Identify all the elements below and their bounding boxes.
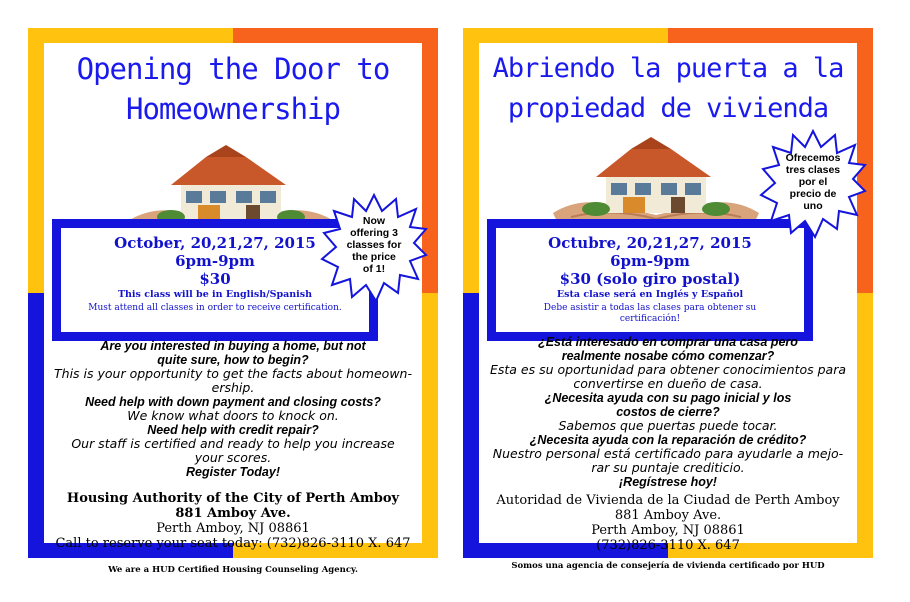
answer-2: Sabemos que puertas puede tocar. [558, 418, 778, 433]
offer-line-2: tres clases [785, 164, 841, 176]
phone-number: (732)826-3110 X. 647 [596, 538, 740, 553]
question-2b: costos de cierre? [616, 405, 720, 419]
question-3: Need help with credit repair? [147, 423, 319, 437]
class-time: 6pm-9pm [610, 252, 690, 270]
class-time: 6pm-9pm [175, 252, 255, 270]
offer-line-3: classes for [346, 239, 402, 251]
flyer-title [44, 49, 422, 129]
call-to-action: ¡Regístrese hoy! [619, 475, 717, 489]
offer-line-3: por el [798, 176, 828, 188]
question-1b: realmente nosabe cómo comenzar? [561, 349, 775, 363]
answer-1: Esta es su oportunidad para obtener conocimientos para [489, 362, 846, 377]
offer-line-5: uno [803, 200, 823, 212]
title-line-1: Abriendo la puerta a la [492, 53, 844, 84]
offer-line-5: of 1! [362, 263, 386, 275]
flyer-content [44, 43, 422, 551]
street-address: 881 Amboy Ave. [175, 506, 291, 521]
answer-1b: convertirse en dueño de casa. [573, 376, 763, 391]
spanish-footer: Somos una agencia de consejería de vivienda certificado por HUD [511, 561, 825, 571]
class-dates: October, 20,21,27, 2015 [114, 234, 316, 252]
phone-number: Call to reserve your seat today: (732)826-3110 X. 647 [55, 536, 411, 551]
flyer-body [48, 339, 418, 551]
offer-line-4: the price [352, 251, 396, 263]
offer-line-2: offering 3 [350, 227, 398, 239]
question-2: Need help with down payment and closing costs? [85, 395, 381, 409]
english-flyer [28, 28, 438, 558]
org-name: Housing Authority of the City of Perth Amboy [66, 491, 400, 506]
org-name: Autoridad de Vivienda de la Ciudad de Perth Amboy [496, 493, 840, 508]
city-address: Perth Amboy, NJ 08861 [591, 523, 745, 538]
question-3: ¿Necesita ayuda con la reparación de crédito? [529, 433, 807, 447]
class-language: Esta clase será en Inglés y Español [556, 289, 744, 300]
city-address: Perth Amboy, NJ 08861 [156, 521, 310, 536]
street-address: 881 Amboy Ave. [614, 508, 722, 523]
answer-3b: rar su puntaje crediticio. [591, 460, 745, 475]
call-to-action: Register Today! [185, 465, 280, 479]
spanish-flyer [463, 28, 873, 558]
title-line-2: propiedad de vivienda [507, 93, 829, 124]
class-price: $30 [199, 270, 231, 288]
attendance-note-1: Debe asistir a todas las clases para obtener su [543, 303, 757, 313]
offer-line-4: precio de [789, 188, 837, 200]
flyer-title [479, 49, 857, 129]
title-line-1: Opening the Door to [76, 52, 390, 86]
class-price: $30 (solo giro postal) [559, 270, 741, 288]
answer-1b: ership. [211, 380, 255, 395]
english-footer: We are a HUD Certified Housing Counseling Agency. [108, 565, 358, 575]
answer-1: This is your opportunity to get the facts about homeown- [54, 366, 412, 381]
offer-text [336, 215, 412, 275]
answer-3b: your scores. [194, 450, 272, 465]
question-1b: quite sure, how to begin? [157, 353, 309, 367]
question-1: ¿Está interesado en comprar una casa pero [538, 335, 798, 349]
offer-line-1: Now [362, 215, 386, 227]
attendance-note [496, 303, 804, 325]
answer-2: We know what doors to knock on. [127, 408, 339, 423]
class-language: This class will be in English/Spanish [117, 289, 313, 300]
title-line-2: Homeownership [126, 92, 340, 126]
attendance-note-2: certificación! [619, 314, 681, 324]
class-dates: Octubre, 20,21,27, 2015 [548, 234, 752, 252]
offer-text [775, 152, 851, 212]
offer-line-1: Ofrecemos [785, 152, 841, 164]
answer-3: Nuestro personal está certificado para ayudarle a mejo- [492, 446, 844, 461]
answer-3: Our staff is certified and ready to help you increase [71, 436, 395, 451]
attendance-note: Must attend all classes in order to receive certification. [88, 303, 342, 313]
flyer-content [479, 43, 857, 553]
question-1: Are you interested in buying a home, but not [100, 339, 366, 353]
question-2: ¿Necesita ayuda con su pago inicial y los [544, 391, 792, 405]
flyer-body [483, 335, 853, 553]
